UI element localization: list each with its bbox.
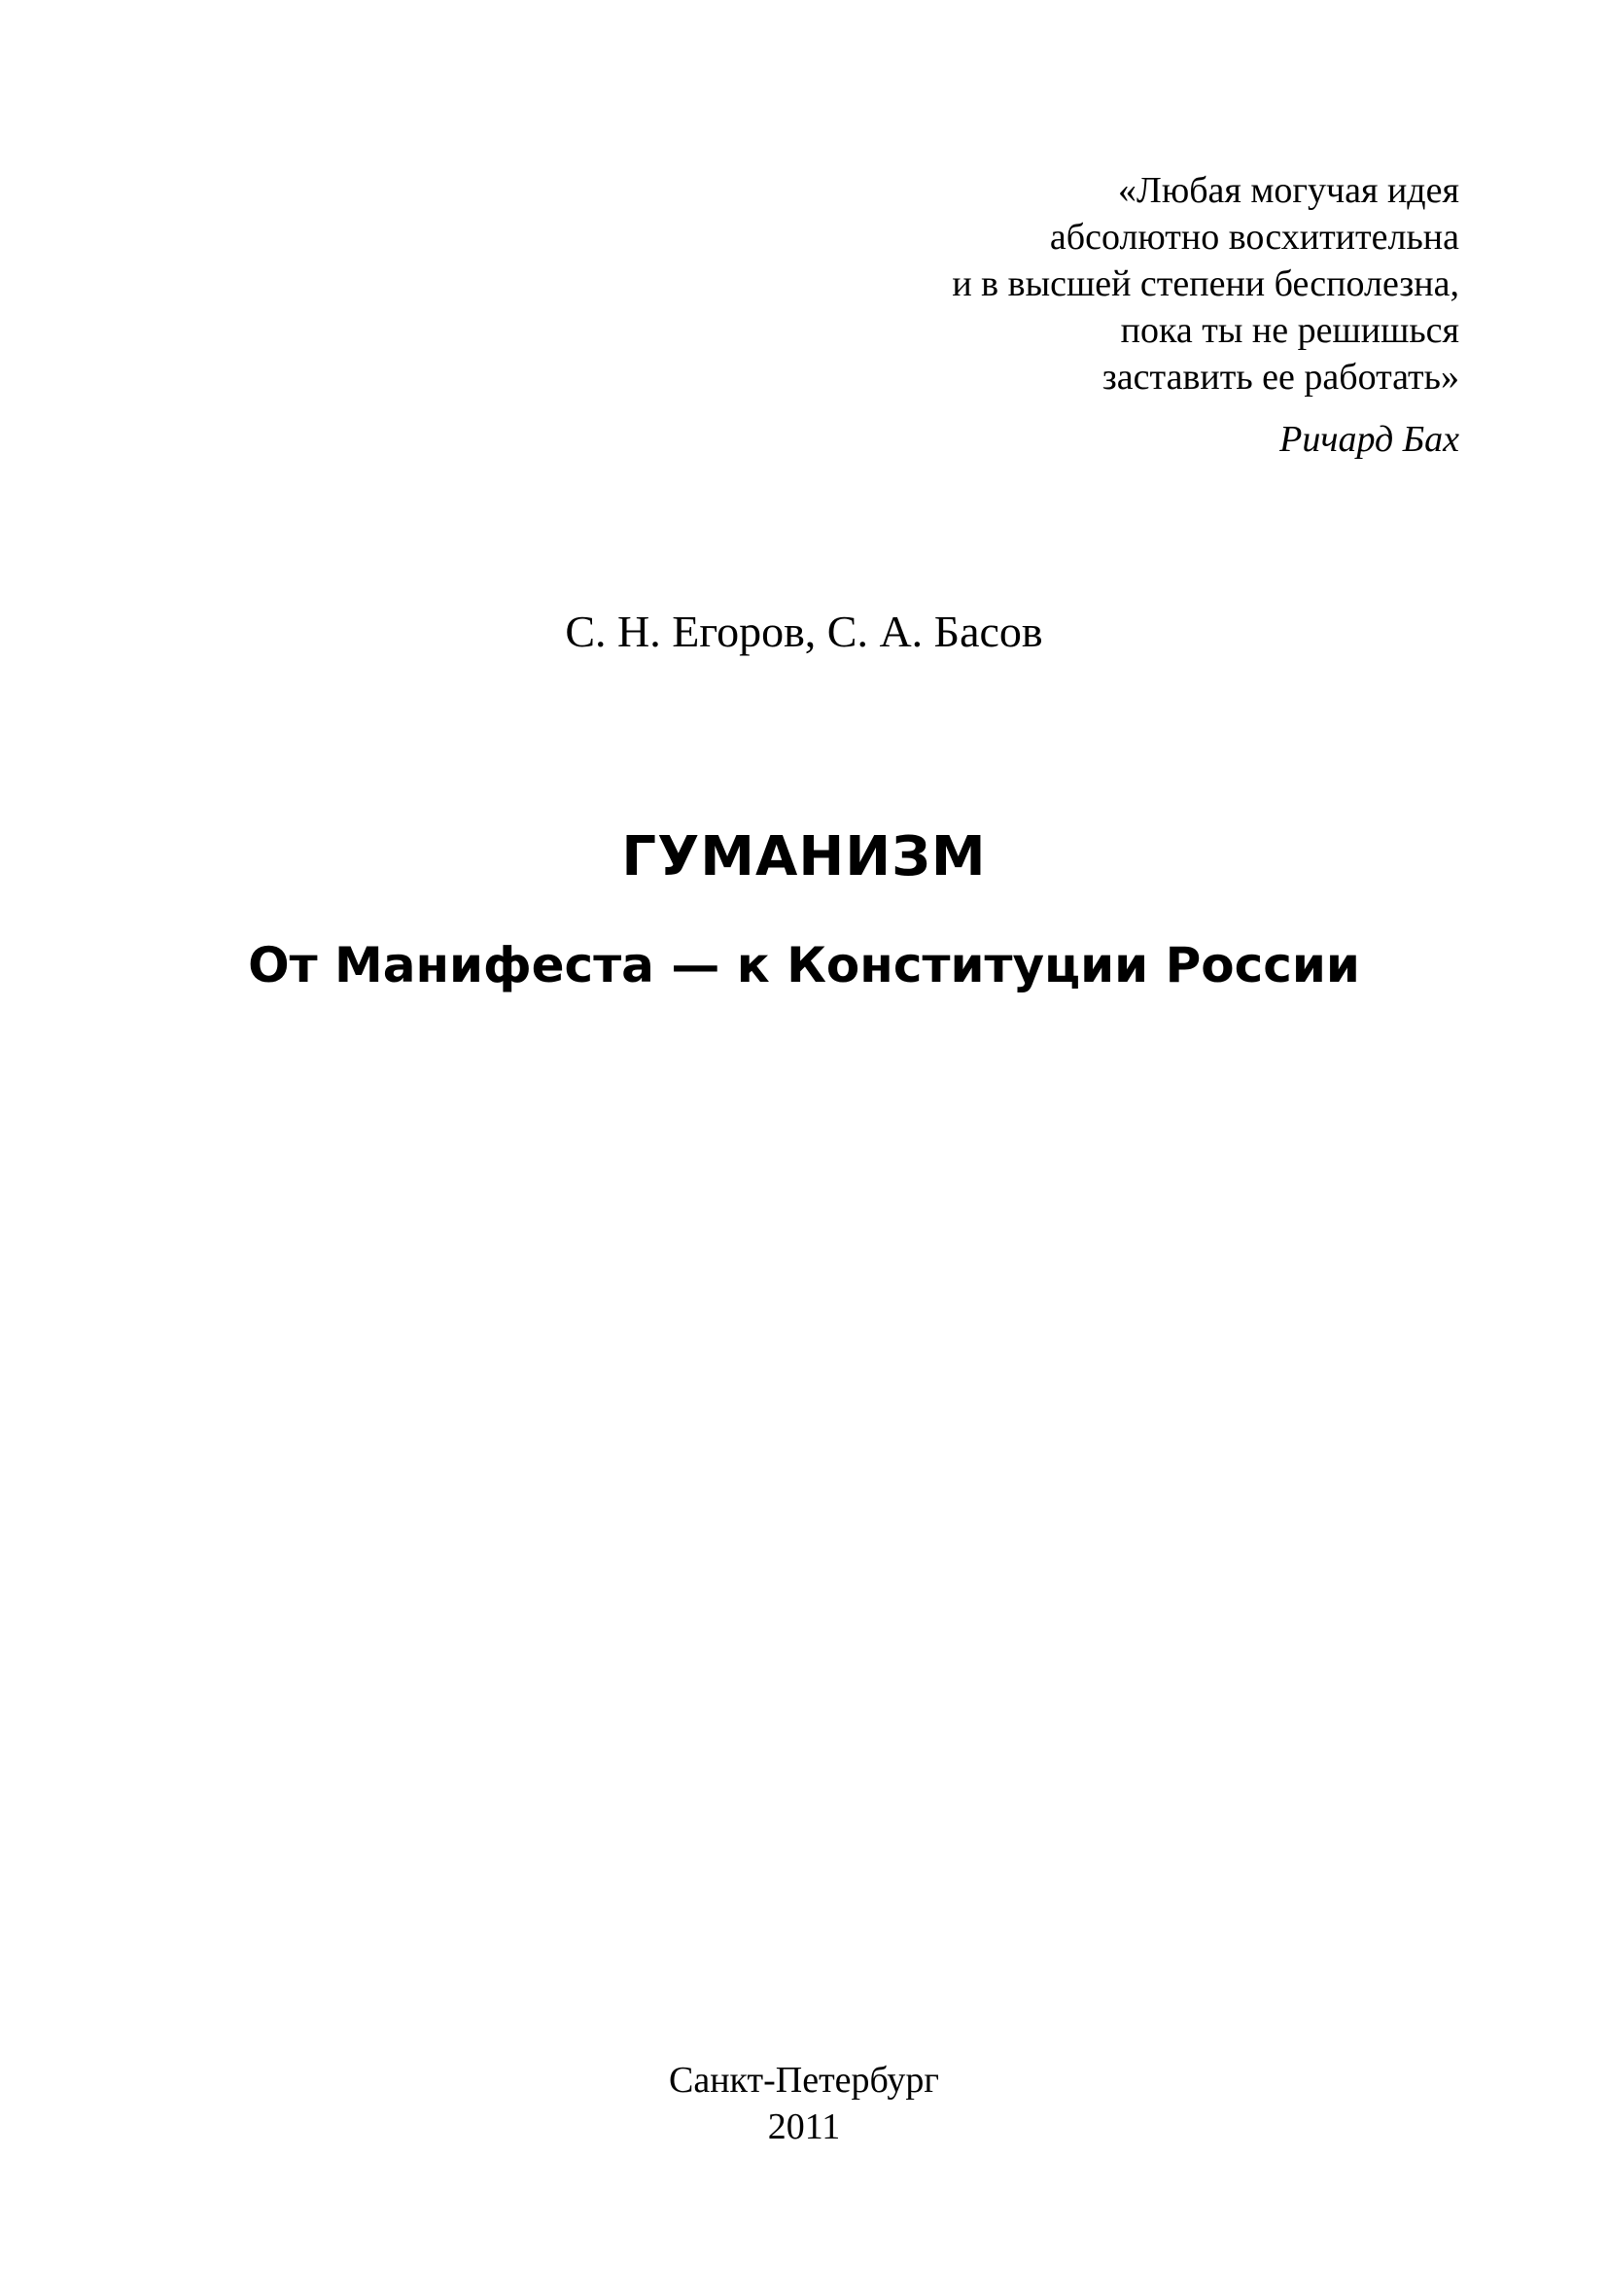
imprint-year: 2011 <box>767 2106 841 2147</box>
book-subtitle: От Манифеста — к Конституции России <box>248 937 1360 993</box>
epigraph-attribution: Ричард Бах <box>1279 419 1459 460</box>
epigraph <box>952 167 1459 463</box>
epigraph-line: и в высшей степени бесполезна, <box>952 263 1459 304</box>
epigraph-line: абсолютно восхитительна <box>1049 217 1459 258</box>
imprint-city: Санкт-Петербург <box>668 2060 940 2101</box>
book-title: ГУМАНИЗМ <box>621 825 987 888</box>
authors: С. Н. Егоров, С. А. Басов <box>565 607 1043 656</box>
epigraph-line: заставить ее работать» <box>1101 357 1459 398</box>
epigraph-line: пока ты не решишься <box>1120 310 1459 351</box>
imprint <box>0 2057 1608 2150</box>
epigraph-line: «Любая могучая идея <box>1118 170 1459 211</box>
